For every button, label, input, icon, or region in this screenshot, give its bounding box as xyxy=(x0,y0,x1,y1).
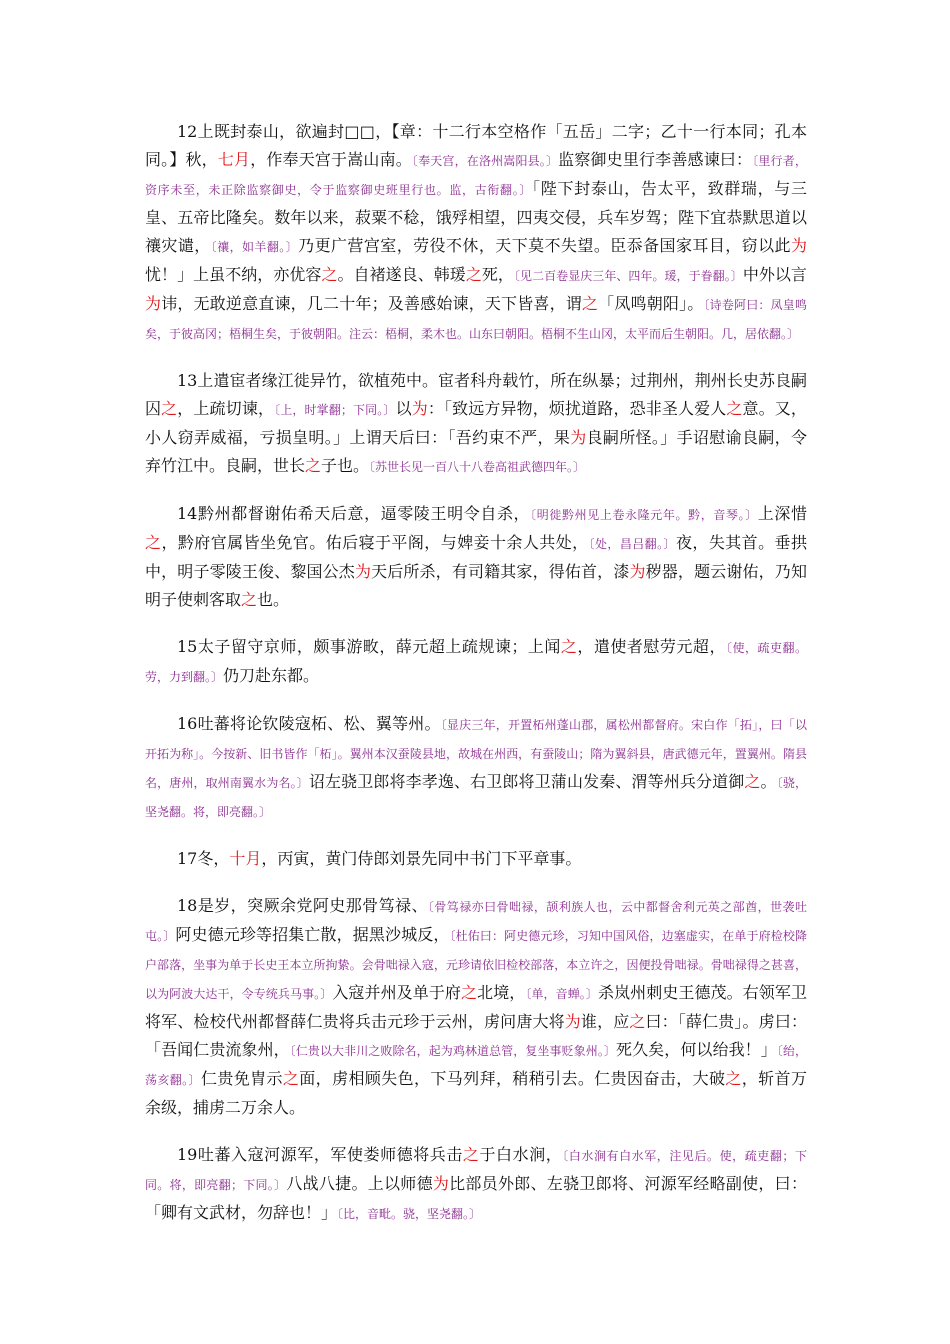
text-run: 上遣宦者缘江徙异竹，欲植苑中。宦者科舟载竹，所在纵暴；过荆州，荆州长史苏良嗣囚 xyxy=(145,371,807,418)
paragraph-number: 12 xyxy=(177,122,198,141)
text-run: ，斩首万余级，捕虏二万余人。 xyxy=(145,1069,807,1117)
text-run: 是岁，突厥余党阿史那骨笃禄、 xyxy=(197,896,428,915)
text-run: 天后所杀，有司籍其家，得佑首，漆 xyxy=(371,562,630,581)
text-run: 杀岚州刺史王德茂。右领军卫将军、检校代州都督薛仁贵将兵击元珍于云州，虏问唐大将 xyxy=(145,983,807,1031)
paragraph-number: 16 xyxy=(177,714,198,733)
highlight-char: 为 xyxy=(790,236,807,255)
annotation: 〔里行者，资序未至，未正除监察御史，令于监察御史班里行也。监，古衔翻。〕 xyxy=(145,154,807,197)
highlight-char: 为 xyxy=(411,399,428,418)
text-run: 上深惜 xyxy=(757,504,807,523)
paragraph-19 xyxy=(145,1141,807,1228)
text-run: 中外以言 xyxy=(742,265,807,284)
text-run: ：「致远方异物，烦扰道路，恐非圣人爱人 xyxy=(427,399,727,418)
paragraph-number: 17 xyxy=(177,849,198,868)
paragraph-number: 14 xyxy=(177,504,198,523)
text-run: 讳，无敢逆意直谏，几二十年；及善感始谏，天下皆喜，谓 xyxy=(161,294,582,313)
text-run: 黔州都督谢佑希天后意，逼零陵王明令自杀， xyxy=(197,504,531,523)
annotation: 〔仁贵以大非川之败除名，起为鸡林道总管，复坐事贬象州。〕 xyxy=(289,1044,616,1058)
text-run: 冬， xyxy=(197,849,230,868)
annotation: 〔禳，如羊翻。〕 xyxy=(210,240,299,254)
text-run: 吐蕃将论钦陵寇柘、松、翼等州。 xyxy=(197,714,441,733)
text-run: 监察御史里行李善感谏曰： xyxy=(558,150,753,169)
highlight-char: 之 xyxy=(161,399,178,418)
paragraph-13 xyxy=(145,367,807,481)
highlight-char: 之 xyxy=(305,456,322,475)
highlight-char: 为 xyxy=(432,1174,450,1193)
text-run: 死， xyxy=(481,265,514,284)
text-run: ，遣使者慰劳元超， xyxy=(577,637,726,656)
annotation: 〔见二百卷显庆三年、四年。瑗，于眷翻。〕 xyxy=(513,269,743,283)
text-run: 谁，应 xyxy=(580,1012,630,1031)
text-run: 也。 xyxy=(257,590,290,609)
paragraph-number: 18 xyxy=(177,896,198,915)
text-run: 八战八捷。上以师德 xyxy=(286,1174,433,1193)
text-run: ，作奉天宫于嵩山南。 xyxy=(250,150,412,169)
highlight-char: 之 xyxy=(744,772,761,791)
highlight-char: 之 xyxy=(560,637,578,656)
text-run: 太子留守京师，颇事游畋，薛元超上疏规谏；上闻 xyxy=(197,637,561,656)
annotation: 〔明徙黔州见上卷永隆元年。黔，音琴。〕 xyxy=(530,508,758,522)
paragraph-16 xyxy=(145,710,807,826)
text-run: ，丙寅，黄门侍郎刘景先同中书门下平章事。 xyxy=(261,849,582,868)
highlight-char: 为 xyxy=(564,1012,581,1031)
paragraph-number: 13 xyxy=(177,371,198,390)
highlight-char: 之 xyxy=(462,1145,480,1164)
text-run: 「陛下封泰山，告太平，致群瑞，与三皇、五帝比隆矣。数年以来，菽粟不稔，饿殍相望，四夷交侵，兵车岁驾；陛下宜恭默思道以禳灾谴， xyxy=(145,179,807,255)
text-run: 面，虏相顾失色，下马列拜，稍稍引去。仁贵因奋击，大破 xyxy=(299,1069,726,1088)
annotation: 〔使，疏吏翻。劳，力到翻。〕 xyxy=(145,641,807,684)
highlight-char: 之 xyxy=(282,1069,300,1088)
highlight-char: 之 xyxy=(581,294,599,313)
highlight-char: 之 xyxy=(725,1069,742,1088)
highlight-char: 为 xyxy=(629,562,646,581)
paragraph-17 xyxy=(145,845,807,873)
paragraph-number: 19 xyxy=(177,1145,198,1164)
paragraph-14 xyxy=(145,500,807,614)
text-run: 。 xyxy=(760,772,777,791)
text-run: 死久矣，何以绐我！」 xyxy=(616,1040,777,1059)
text-run: 北境， xyxy=(477,983,526,1002)
highlight-char: 七 xyxy=(217,150,235,169)
paragraph-12 xyxy=(145,118,807,348)
text-run: 阿史德元珍等招集亡散，据黑沙城反， xyxy=(175,925,450,944)
highlight-char: 之 xyxy=(629,1012,646,1031)
annotation: 〔奉天宫，在洛州嵩阳县。〕 xyxy=(411,154,559,168)
text-run: 仍刀赴东都。 xyxy=(223,666,320,685)
document-page xyxy=(145,118,807,1247)
text-run: 仁贵免胄示 xyxy=(200,1069,283,1088)
text-run: ，黔府官属皆坐免官。佑后寝于平阁，与婢妾十余人共处， xyxy=(161,533,589,552)
text-run: 上既封泰山，欲遍封□□，【章：十二行本空格作「五岳」二字；乙十一行本同；孔本同。】秋， xyxy=(145,122,807,169)
annotation: 〔比，音毗。骁，坚尧翻。〕 xyxy=(337,1207,482,1221)
annotation: 〔诗卷阿曰：凤皇鸣矣，于彼高冈；梧桐生矣，于彼朝阳。注云：梧桐，柔木也。山东曰朝阳。梧桐不生山冈，太平而后生朝阳。几，居依翻。〕 xyxy=(145,298,807,341)
highlight-char: 之 xyxy=(145,533,162,552)
highlight-char: 为 xyxy=(145,294,162,313)
annotation: 〔上，时掌翻；下同。〕 xyxy=(274,403,396,417)
text-run: 「凤鸣朝阳」。 xyxy=(598,294,704,313)
text-run: 曰：「薛仁贵」。虏曰：「吾闻仁贵流象州， xyxy=(145,1012,807,1059)
highlight-char: 月 xyxy=(245,849,262,868)
text-run: ，上疏切谏， xyxy=(177,399,275,418)
highlight-char: 之 xyxy=(465,265,482,284)
highlight-char: 之 xyxy=(241,590,258,609)
text-run: 意。又，小人窃弄威福，亏损皇明。」上谓天后曰：「吾约束不严，果 xyxy=(145,399,807,447)
paragraph-15 xyxy=(145,633,807,691)
annotation: 〔苏世长见一百八十八卷高祖武德四年。〕 xyxy=(369,460,586,474)
paragraph-18 xyxy=(145,892,807,1122)
highlight-char: 为 xyxy=(570,428,587,447)
text-run: 入寇并州及单于府 xyxy=(332,983,462,1002)
highlight-char: 十 xyxy=(229,849,246,868)
paragraph-number: 15 xyxy=(177,637,198,656)
text-run: 吐蕃入寇河源军，军使娄师德将兵击 xyxy=(197,1145,463,1164)
highlight-char: 月 xyxy=(234,150,251,169)
annotation: 〔白水涧有白水军，注见后。使，疏吏翻；下同。将，即亮翻；下同。〕 xyxy=(145,1149,807,1192)
text-run: 以 xyxy=(395,399,412,418)
annotation: 〔处，昌吕翻。〕 xyxy=(588,537,676,551)
annotation: 〔骁，坚尧翻。将，即亮翻。〕 xyxy=(145,776,807,819)
highlight-char: 为 xyxy=(354,562,372,581)
text-run: 诏左骁卫郎将李孝逸、右卫郎将卫蒲山发秦、渭等州兵分道御 xyxy=(308,772,745,791)
text-run: 良嗣所怪。」手诏慰谕良嗣，令弃竹江中。良嗣，世长 xyxy=(145,428,807,475)
annotation: 〔显庆三年，开置柘州蓬山郡，属松州都督府。宋白作「拓」，曰「以开拓为称」。今按新、旧书皆作「柘」。翼州本汉蚕陵县地，故城在州西，有蚕陵山；隋为翼斜县，唐武德元年，置翼州。隋县名，唐州，取州南翼水为名。〕 xyxy=(145,718,807,790)
highlight-char: 之 xyxy=(726,399,743,418)
text-run: 子也。 xyxy=(321,456,370,475)
text-run: 比部员外郎、左骁卫郎将、河源军经略副使，曰：「卿有文武材，勿辞也！」 xyxy=(145,1174,807,1222)
text-run: 秽器，题云谢佑，乃知明子使刺客取 xyxy=(145,562,807,609)
annotation: 〔单，音蝉。〕 xyxy=(525,987,598,1001)
annotation: 〔骨笃禄亦曰骨咄禄，颉利族人也，云中都督舍利元英之部酋，世袭吐屯。〕 xyxy=(145,900,807,943)
highlight-char: 之 xyxy=(461,983,478,1002)
annotation: 〔绐，荡亥翻。〕 xyxy=(145,1044,807,1087)
text-run: 乃更广营宫室，劳役不休，天下莫不失望。臣忝备国家耳目，窃以此 xyxy=(298,236,791,255)
text-run: 忧！」上虽不纳，亦优容 xyxy=(145,265,322,284)
text-run: 夜，失其首。垂拱中，明子零陵王俊、黎国公杰 xyxy=(145,533,807,581)
highlight-char: 之 xyxy=(321,265,338,284)
annotation: 〔杜佑曰：阿史德元珍，习知中国风俗，边塞虚实，在单于府检校降户部落，坐事为单于长史王本立所拘絷。会骨咄禄入寇，元珍请依旧检校部落，本立许之，因便投骨咄禄。骨咄禄得之甚喜，以为阿波大达干，令专统兵马事。〕 xyxy=(145,929,807,1001)
text-run: 。自褚遂良、韩瑗 xyxy=(337,265,466,284)
text-run: 于白水涧， xyxy=(479,1145,563,1164)
